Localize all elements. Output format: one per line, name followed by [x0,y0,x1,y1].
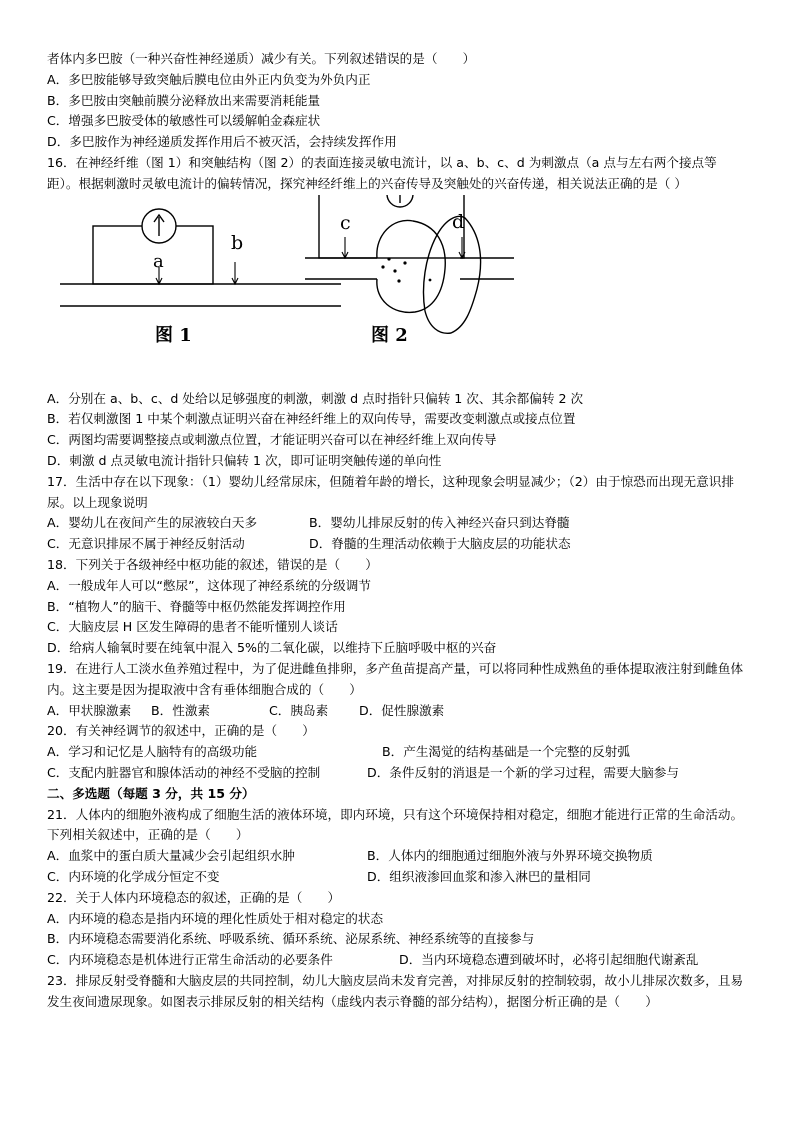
figure-2 [305,195,514,346]
q22-option-b: B．内环境稳态需要消化系统、呼吸系统、循环系统、泌尿系统、神经系统等的直接参与 [47,931,535,947]
q20-options-row-1 [47,742,747,763]
q17-options-row-2 [47,534,747,555]
q15-option-a: A．多巴胺能够导致突触后膜电位由外正内负变为外负内正 [47,71,371,87]
q21-option-b: B．人体内的细胞通过细胞外液与外界环境交换物质 [367,848,653,864]
q17-option-b: B．婴幼儿排尿反射的传入神经兴奋只到达脊髓 [309,515,570,531]
q15-option-c: C．增强多巴胺受体的敏感性可以缓解帕金森症状 [47,113,321,129]
q21-option-c: C．内环境的化学成分恒定不变 [47,868,220,884]
q19-option-c: C．胰岛素 [269,702,329,718]
q15-option-b: B．多巴胺由突触前膜分泌释放出来需要消耗能量 [47,92,321,108]
q16-figures [47,195,747,389]
q22-option-c: C．内环境稳态是机体进行正常生命活动的必要条件 [47,952,333,968]
figure-2-label: 图 2 [371,324,408,346]
q19-options-row [47,701,747,722]
q16-option-d: D．刺激 d 点灵敏电流计指针只偏转 1 次，即可证明突触传递的单向性 [47,452,442,468]
q20-option-b: B．产生渴觉的结构基础是一个完整的反射弧 [382,744,630,760]
q15-stem-tail: 者体内多巴胺（一种兴奋性神经递质）减少有关。下列叙述错误的是（ ） [47,51,476,66]
q20-option-a: A．学习和记忆是人脑特有的高级功能 [47,744,258,760]
q20-option-c: C．支配内脏器官和腺体活动的神经不受脑的控制 [47,764,321,780]
point-b-label: b [231,231,244,254]
figure-1 [60,209,341,346]
q21-option-d: D．组织液渗回血浆和渗入淋巴的量相同 [367,868,591,884]
q21-stem: 21．人体内的细胞外液构成了细胞生活的液体环境，即内环境，只有这个环境保持相对稳定，细胞才能进行正常的生命活动。下列相关叙述中，正确的是（ ） [47,806,744,843]
q18-option-a: A．一般成年人可以“憋尿”，这体现了神经系统的分级调节 [47,577,371,593]
nerve-synapse-diagram [47,195,747,389]
q18-option-c: C．大脑皮层 H 区发生障碍的患者不能听懂别人谈话 [47,619,338,635]
q18-option-b: B．“植物人”的脑干、脊髓等中枢仍然能发挥调控作用 [47,598,346,614]
point-d-label: d [452,210,465,233]
point-c-label: c [340,211,351,234]
q21-options-row-1 [47,846,747,867]
q16-option-c: C．两图均需要调整接点或刺激点位置，才能证明兴奋可以在神经纤维上双向传导 [47,432,497,448]
q17-option-a: A．婴幼儿在夜间产生的尿液较白天多 [47,515,258,531]
section-multiple-choice-heading: 二、多选题（每题 3 分，共 15 分） [47,785,255,801]
q19-option-b: B．性激素 [151,702,211,718]
q17-option-d: D．脊髓的生理活动依赖于大脑皮层的功能状态 [309,536,571,552]
q22-options-row-cd [47,950,747,971]
q20-options-row-2 [47,763,747,784]
q22-stem: 22．关于人体内环境稳态的叙述，正确的是（ ） [47,889,341,905]
postsynaptic-membrane [424,216,481,333]
q16-option-b: B．若仅刺激图 1 中某个刺激点证明兴奋在神经纤维上的双向传导，需要改变刺激点或接点位置 [47,411,576,427]
presynaptic-bulb [377,220,445,312]
q21-options-row-2 [47,867,747,888]
q16-option-a: A．分别在 a、b、c、d 处给以足够强度的刺激，刺激 d 点时指针只偏转 1 次、其余都偏转 2 次 [47,390,584,406]
q17-options-row-1 [47,513,747,534]
point-a-label: a [153,250,164,272]
q22-option-d: D．当内环境稳态遭到破坏时，必将引起细胞代谢紊乱 [399,952,699,968]
q16-stem: 16．在神经纤维（图 1）和突触结构（图 2）的表面连接灵敏电流计，以 a、b、c、d 为刺激点（a 点与左右两个接点等距）。根据刺激时灵敏电流计的偏转情况，探究神经纤维上的兴奋传导及突触处的兴奋传递，相关说法正确的是（ ） [47,154,717,191]
q21-option-a: A．血浆中的蛋白质大量减少会引起组织水肿 [47,848,295,864]
q19-option-d: D．促性腺激素 [359,702,445,718]
q19-option-a: A．甲状腺激素 [47,702,132,718]
page-content [47,49,747,1012]
q17-option-c: C．无意识排尿不属于神经反射活动 [47,536,245,552]
q15-option-d: D．多巴胺作为神经递质发挥作用后不被灭活，会持续发挥作用 [47,134,397,150]
q22-option-a: A．内环境的稳态是指内环境的理化性质处于相对稳定的状态 [47,910,384,926]
q18-stem: 18．下列关于各级神经中枢功能的叙述，错误的是（ ） [47,556,378,572]
q20-stem: 20．有关神经调节的叙述中，正确的是（ ） [47,723,315,739]
q20-option-d: D．条件反射的消退是一个新的学习过程，需要大脑参与 [367,764,679,780]
q17-stem: 17．生活中存在以下现象：（1）婴幼儿经常尿床，但随着年龄的增长，这种现象会明显减少；（2）由于惊恐而出现无意识排尿。以上现象说明 [47,473,734,510]
figure-1-label: 图 1 [155,324,192,346]
q19-stem: 19．在进行人工淡水鱼养殖过程中，为了促进雌鱼排卵，多产鱼苗提高产量，可以将同种性成熟鱼的垂体提取液注射到雌鱼体内。这主要是因为提取液中含有垂体细胞合成的（ ） [47,660,744,697]
q23-stem: 23．排尿反射受脊髓和大脑皮层的共同控制，幼儿大脑皮层尚未发育完善，对排尿反射的控制较弱，故小儿排尿次数多，且易发生夜间遗尿现象。如图表示排尿反射的相关结构（虚线内表示脊髓的部分结构），据图分析正确的是（ ） [47,972,744,1009]
q18-option-d: D．给病人输氧时要在纯氧中混入 5%的二氧化碳，以维持下丘脑呼吸中枢的兴奋 [47,640,497,656]
